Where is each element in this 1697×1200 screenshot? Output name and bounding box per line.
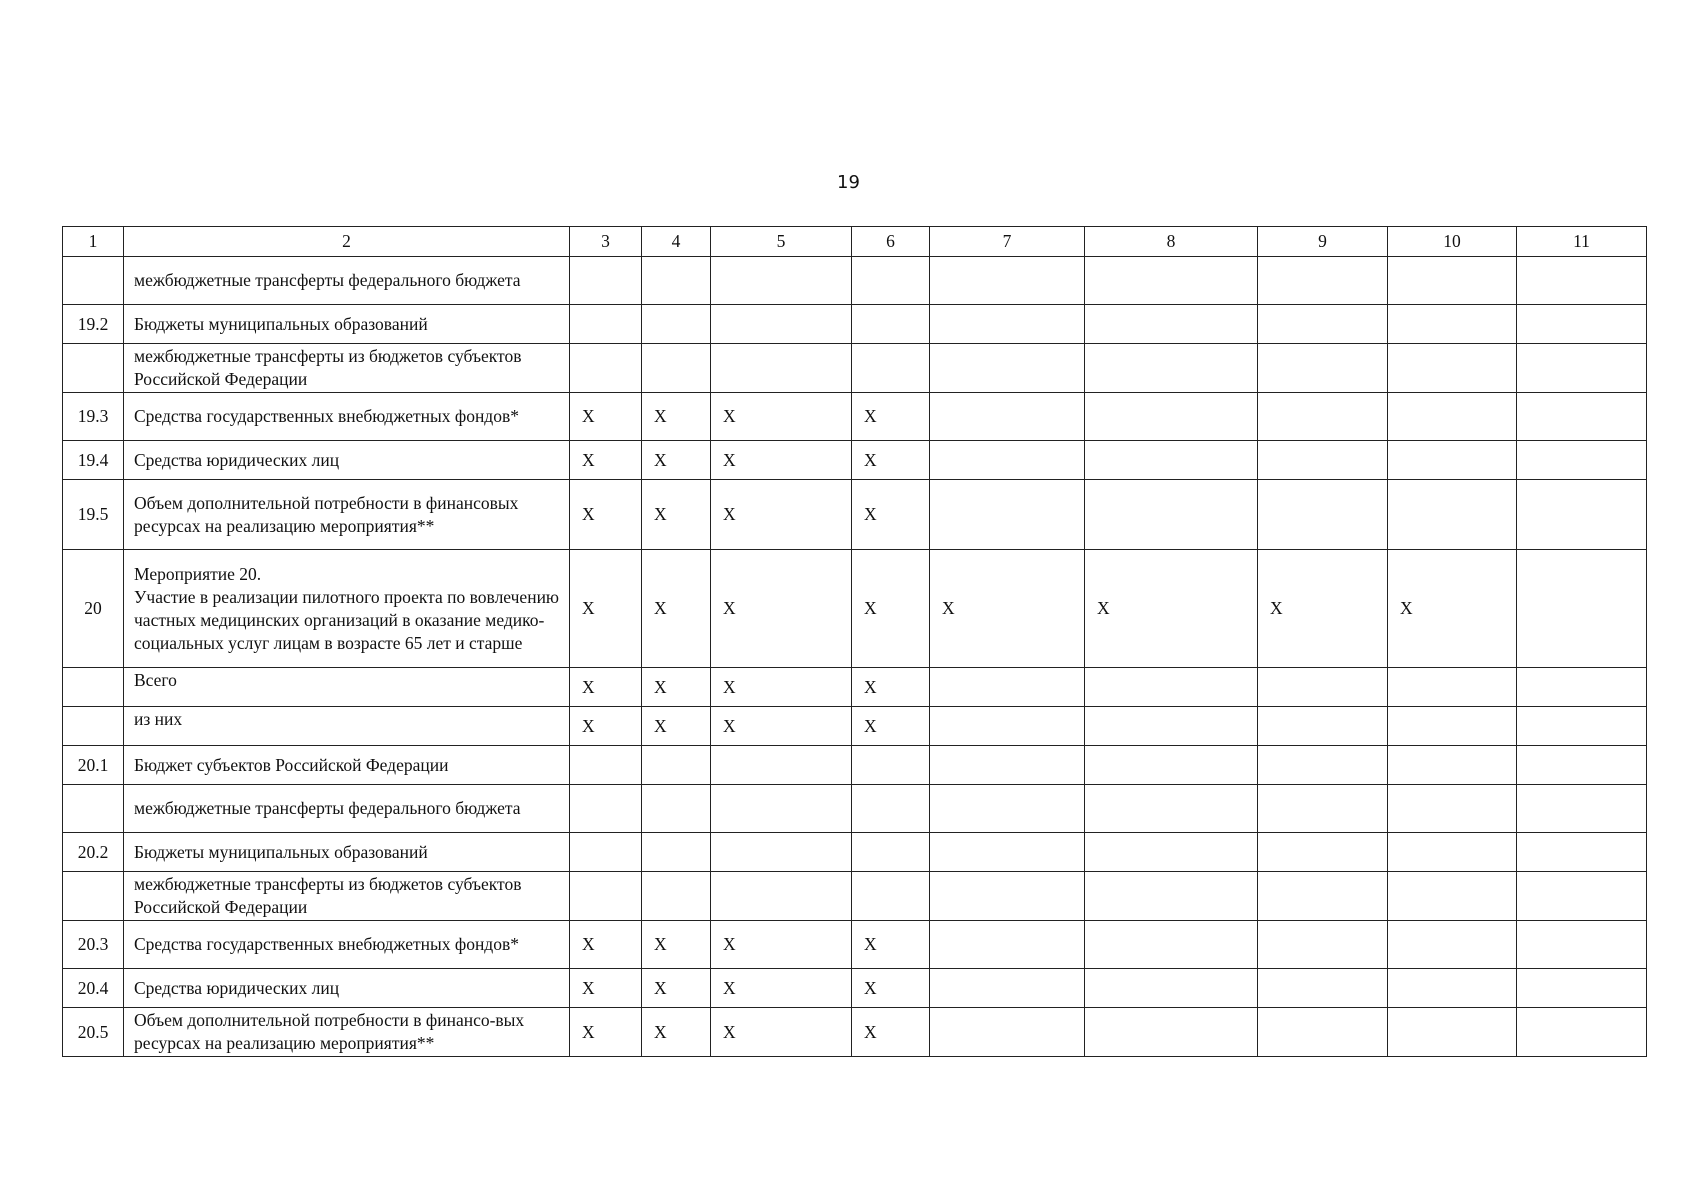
mark-cell [570, 872, 642, 921]
mark-cell [1517, 441, 1647, 480]
mark-cell [1258, 833, 1388, 872]
mark-cell [852, 305, 930, 344]
funding-table [62, 226, 1647, 1057]
mark-cell: X [642, 921, 711, 969]
mark-cell: X [570, 393, 642, 441]
mark-cell [1517, 833, 1647, 872]
mark-cell [930, 746, 1085, 785]
row-description [124, 668, 570, 707]
table-row [63, 969, 1647, 1008]
row-description-text: Объем дополнительной потребности в финансо-вых ресурсах на реализацию мероприятия** [134, 1010, 525, 1053]
mark-cell [570, 746, 642, 785]
table-row [63, 1008, 1647, 1057]
mark-cell: X [642, 393, 711, 441]
table-row [63, 668, 1647, 707]
mark-cell [642, 257, 711, 305]
mark-cell: X [642, 1008, 711, 1057]
mark-cell [1085, 969, 1258, 1008]
mark-cell [930, 305, 1085, 344]
mark-cell [852, 833, 930, 872]
mark-cell [1517, 480, 1647, 550]
mark-cell [1517, 746, 1647, 785]
mark-cell [642, 344, 711, 393]
page-number: 19 [837, 172, 860, 193]
mark-cell [570, 257, 642, 305]
table-body [63, 227, 1647, 1057]
mark-cell [1388, 833, 1517, 872]
table-row [63, 441, 1647, 480]
mark-cell: X [570, 969, 642, 1008]
table-row [63, 257, 1647, 305]
mark-cell [1258, 305, 1388, 344]
mark-cell: X [642, 480, 711, 550]
mark-cell [570, 785, 642, 833]
mark-cell [1517, 707, 1647, 746]
mark-cell [1258, 707, 1388, 746]
mark-cell [1388, 257, 1517, 305]
mark-cell: X [852, 969, 930, 1008]
column-header: 8 [1085, 227, 1258, 257]
mark-cell [1517, 257, 1647, 305]
mark-cell [1258, 257, 1388, 305]
row-description-text: Средства юридических лиц [134, 977, 340, 998]
mark-cell [1085, 393, 1258, 441]
mark-cell [1517, 785, 1647, 833]
mark-cell [1388, 1008, 1517, 1057]
mark-cell [1388, 921, 1517, 969]
mark-cell [930, 921, 1085, 969]
mark-cell [1388, 344, 1517, 393]
mark-cell [1258, 785, 1388, 833]
row-description-text: Бюджет субъектов Российской Федерации [134, 754, 449, 775]
mark-cell: X [852, 1008, 930, 1057]
column-header: 9 [1258, 227, 1388, 257]
mark-cell: X [711, 441, 852, 480]
mark-cell [852, 344, 930, 393]
mark-cell [1517, 344, 1647, 393]
mark-cell [1258, 668, 1388, 707]
mark-cell [1258, 872, 1388, 921]
mark-cell: X [570, 921, 642, 969]
mark-cell [930, 1008, 1085, 1057]
row-description [124, 393, 570, 441]
mark-cell [711, 305, 852, 344]
mark-cell: X [852, 668, 930, 707]
mark-cell [1258, 746, 1388, 785]
mark-cell [1258, 480, 1388, 550]
mark-cell: X [642, 969, 711, 1008]
row-number: 20.2 [63, 833, 124, 872]
mark-cell [1517, 969, 1647, 1008]
row-description [124, 969, 570, 1008]
mark-cell: X [852, 441, 930, 480]
row-description-text: Бюджеты муниципальных образований [134, 841, 428, 862]
mark-cell: X [852, 480, 930, 550]
mark-cell [1085, 833, 1258, 872]
mark-cell: X [570, 480, 642, 550]
mark-cell: X [852, 921, 930, 969]
mark-cell [930, 393, 1085, 441]
mark-cell [1085, 480, 1258, 550]
row-number: 19.2 [63, 305, 124, 344]
mark-cell [1085, 344, 1258, 393]
mark-cell: X [1388, 550, 1517, 668]
mark-cell [1388, 785, 1517, 833]
column-header: 4 [642, 227, 711, 257]
row-number: 19.4 [63, 441, 124, 480]
mark-cell [1388, 872, 1517, 921]
mark-cell [1085, 668, 1258, 707]
column-header: 11 [1517, 227, 1647, 257]
mark-cell [1388, 305, 1517, 344]
mark-cell [1517, 1008, 1647, 1057]
mark-cell [1517, 393, 1647, 441]
table-row [63, 872, 1647, 921]
row-description-text: межбюджетные трансферты из бюджетов субъектов Российской Федерации [134, 874, 522, 917]
row-description-text: из них [134, 709, 183, 729]
mark-cell [1085, 921, 1258, 969]
row-number [63, 707, 124, 746]
row-number [63, 785, 124, 833]
mark-cell: X [711, 969, 852, 1008]
table-row [63, 921, 1647, 969]
mark-cell [711, 872, 852, 921]
mark-cell: X [852, 393, 930, 441]
mark-cell [1258, 441, 1388, 480]
mark-cell [1085, 305, 1258, 344]
row-description-text: межбюджетные трансферты федерального бюджета [134, 270, 521, 290]
mark-cell [1085, 257, 1258, 305]
row-description-text: Бюджеты муниципальных образований [134, 313, 428, 334]
row-number [63, 344, 124, 393]
mark-cell: X [711, 921, 852, 969]
row-description-text: межбюджетные трансферты из бюджетов субъектов Российской Федерации [134, 346, 522, 389]
row-description-text: Средства юридических лиц [134, 449, 340, 470]
mark-cell [642, 872, 711, 921]
row-number: 20.1 [63, 746, 124, 785]
mark-cell [1517, 872, 1647, 921]
mark-cell [1388, 707, 1517, 746]
mark-cell [1388, 746, 1517, 785]
mark-cell [711, 746, 852, 785]
row-description-text: Объем дополнительной потребности в финансовых ресурсах на реализацию мероприятия** [134, 492, 519, 536]
row-description [124, 921, 570, 969]
row-number [63, 257, 124, 305]
mark-cell [852, 746, 930, 785]
row-description [124, 441, 570, 480]
row-number [63, 668, 124, 707]
row-description-text: Мероприятие 20. [134, 563, 262, 584]
row-description-text: Средства государственных внебюджетных фондов* [134, 934, 519, 954]
mark-cell: X [711, 1008, 852, 1057]
mark-cell [1388, 969, 1517, 1008]
mark-cell [1258, 344, 1388, 393]
mark-cell [930, 344, 1085, 393]
row-description [124, 344, 570, 393]
row-description [124, 257, 570, 305]
column-number-row [63, 227, 1647, 257]
mark-cell [1258, 393, 1388, 441]
mark-cell: X [1085, 550, 1258, 668]
row-description [124, 305, 570, 344]
row-description [124, 480, 570, 550]
mark-cell [930, 480, 1085, 550]
mark-cell: X [1258, 550, 1388, 668]
mark-cell: X [852, 550, 930, 668]
table-row [63, 550, 1647, 668]
column-header: 1 [63, 227, 124, 257]
column-header: 2 [124, 227, 570, 257]
mark-cell [1388, 393, 1517, 441]
mark-cell: X [711, 707, 852, 746]
row-number [63, 872, 124, 921]
table-row [63, 707, 1647, 746]
row-description [124, 746, 570, 785]
mark-cell [711, 833, 852, 872]
mark-cell [1517, 668, 1647, 707]
column-header: 6 [852, 227, 930, 257]
mark-cell: X [930, 550, 1085, 668]
row-description [124, 785, 570, 833]
mark-cell [711, 785, 852, 833]
column-header: 10 [1388, 227, 1517, 257]
mark-cell [1085, 746, 1258, 785]
mark-cell [1388, 441, 1517, 480]
column-header: 7 [930, 227, 1085, 257]
mark-cell: X [570, 668, 642, 707]
mark-cell [570, 305, 642, 344]
table-row [63, 305, 1647, 344]
column-header: 3 [570, 227, 642, 257]
mark-cell: X [642, 668, 711, 707]
mark-cell [852, 257, 930, 305]
table-row [63, 833, 1647, 872]
mark-cell [711, 257, 852, 305]
mark-cell: X [570, 707, 642, 746]
mark-cell: X [711, 480, 852, 550]
mark-cell [930, 668, 1085, 707]
row-number: 19.3 [63, 393, 124, 441]
mark-cell [570, 833, 642, 872]
mark-cell: X [570, 550, 642, 668]
mark-cell [642, 746, 711, 785]
table-row [63, 344, 1647, 393]
mark-cell: X [642, 441, 711, 480]
row-description [124, 872, 570, 921]
mark-cell [642, 785, 711, 833]
mark-cell [930, 833, 1085, 872]
mark-cell [852, 785, 930, 833]
row-description-text: межбюджетные трансферты федерального бюджета [134, 798, 521, 818]
row-description [124, 1008, 570, 1057]
mark-cell [930, 257, 1085, 305]
row-description-text: Средства государственных внебюджетных фондов* [134, 406, 519, 426]
mark-cell [1258, 969, 1388, 1008]
table-row [63, 480, 1647, 550]
mark-cell: X [642, 550, 711, 668]
mark-cell: X [570, 1008, 642, 1057]
mark-cell [930, 872, 1085, 921]
row-description [124, 833, 570, 872]
column-header: 5 [711, 227, 852, 257]
mark-cell [1517, 550, 1647, 668]
table-row [63, 393, 1647, 441]
mark-cell [642, 833, 711, 872]
mark-cell [1258, 1008, 1388, 1057]
mark-cell: X [642, 707, 711, 746]
row-number: 20.5 [63, 1008, 124, 1057]
mark-cell [1517, 921, 1647, 969]
mark-cell [1258, 921, 1388, 969]
mark-cell: X [852, 707, 930, 746]
mark-cell [852, 872, 930, 921]
mark-cell: X [570, 441, 642, 480]
mark-cell: X [711, 393, 852, 441]
mark-cell [1085, 872, 1258, 921]
mark-cell [930, 441, 1085, 480]
mark-cell [930, 785, 1085, 833]
mark-cell [1388, 480, 1517, 550]
mark-cell [1085, 441, 1258, 480]
table-row [63, 746, 1647, 785]
mark-cell [1085, 785, 1258, 833]
row-description-detail: Участие в реализации пилотного проекта по вовлечению частных медицинских организаций в оказание медико-социальных услуг лицам в возрасте 65 лет и старше [134, 586, 560, 653]
mark-cell [1517, 305, 1647, 344]
mark-cell [1388, 668, 1517, 707]
mark-cell [930, 969, 1085, 1008]
mark-cell: X [711, 550, 852, 668]
row-number: 19.5 [63, 480, 124, 550]
mark-cell [642, 305, 711, 344]
mark-cell [570, 344, 642, 393]
row-number: 20 [63, 550, 124, 668]
row-number: 20.3 [63, 921, 124, 969]
mark-cell [711, 344, 852, 393]
mark-cell [1085, 1008, 1258, 1057]
table-row [63, 785, 1647, 833]
row-description [124, 707, 570, 746]
row-description-text: Всего [134, 670, 177, 690]
row-number: 20.4 [63, 969, 124, 1008]
mark-cell [930, 707, 1085, 746]
mark-cell: X [711, 668, 852, 707]
row-description [124, 550, 570, 668]
mark-cell [1085, 707, 1258, 746]
